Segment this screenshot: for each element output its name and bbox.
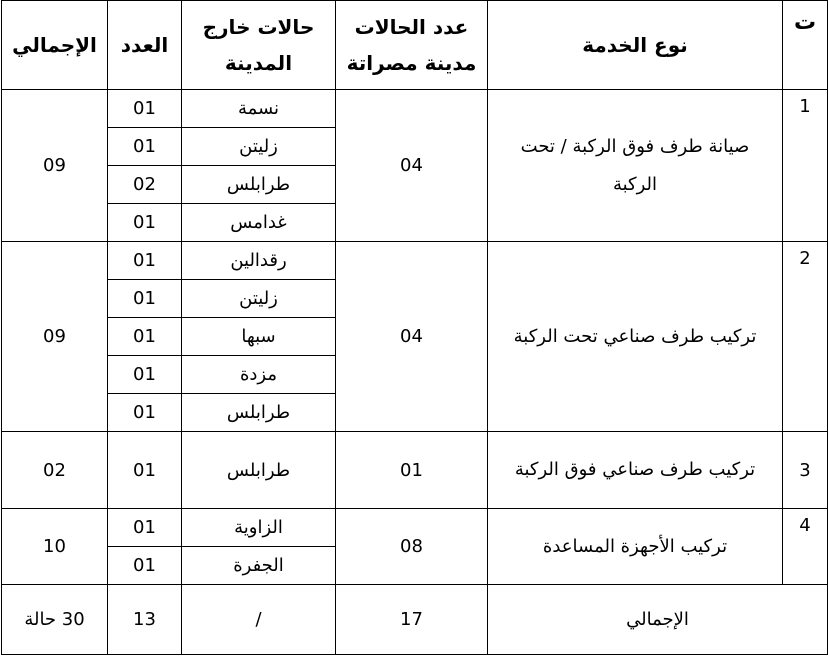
row-index: 2 (783, 242, 828, 432)
misurata-cases-cell: 04 (336, 90, 488, 242)
city-cell: مزدة (182, 356, 336, 394)
city-cell: زليتن (182, 280, 336, 318)
table-row (2, 242, 828, 280)
misurata-cases-cell: 08 (336, 509, 488, 585)
row-index: 4 (783, 509, 828, 585)
service-type-cell: صيانة طرف فوق الركبة / تحت الركبة (488, 90, 783, 242)
city-cell: طرابلس (182, 432, 336, 509)
city-cell: طرابلس (182, 394, 336, 432)
city-cell: الزاوية (182, 509, 336, 547)
count-cell: 01 (108, 128, 182, 166)
totals-misurata: 17 (336, 585, 488, 655)
totals-total: 30 حالة (2, 585, 108, 655)
city-cell: رقدالين (182, 242, 336, 280)
misurata-cases-cell: 04 (336, 242, 488, 432)
city-cell: زليتن (182, 128, 336, 166)
service-type-cell: تركيب طرف صناعي تحت الركبة (488, 242, 783, 432)
table-row (2, 432, 828, 509)
count-cell: 02 (108, 166, 182, 204)
totals-row (2, 585, 828, 655)
total-cell: 09 (2, 90, 108, 242)
header-misurata-cases: عدد الحالات مدينة مصراتة (336, 1, 488, 90)
header-service-type: نوع الخدمة (488, 1, 783, 90)
count-cell: 01 (108, 432, 182, 509)
services-table (1, 0, 828, 655)
header-index: ت (783, 1, 828, 90)
city-cell: سبها (182, 318, 336, 356)
row-index: 1 (783, 90, 828, 242)
total-cell: 10 (2, 509, 108, 585)
count-cell: 01 (108, 318, 182, 356)
table-row (2, 509, 828, 547)
count-cell: 01 (108, 204, 182, 242)
count-cell: 01 (108, 242, 182, 280)
city-cell: نسمة (182, 90, 336, 128)
totals-count: 13 (108, 585, 182, 655)
totals-label: الإجمالي (488, 585, 828, 655)
row-index: 3 (783, 432, 828, 509)
count-cell: 01 (108, 90, 182, 128)
city-cell: طرابلس (182, 166, 336, 204)
count-cell: 01 (108, 509, 182, 547)
header-row (2, 1, 828, 90)
city-cell: الجفرة (182, 547, 336, 585)
header-count: العدد (108, 1, 182, 90)
count-cell: 01 (108, 394, 182, 432)
count-cell: 01 (108, 356, 182, 394)
misurata-cases-cell: 01 (336, 432, 488, 509)
table-row (2, 90, 828, 128)
city-cell: غدامس (182, 204, 336, 242)
count-cell: 01 (108, 280, 182, 318)
total-cell: 02 (2, 432, 108, 509)
service-type-cell: تركيب طرف صناعي فوق الركبة (488, 432, 783, 509)
header-total: الإجمالي (2, 1, 108, 90)
totals-outside: / (182, 585, 336, 655)
header-outside-cases: حالات خارج المدينة (182, 1, 336, 90)
service-type-cell: تركيب الأجهزة المساعدة (488, 509, 783, 585)
count-cell: 01 (108, 547, 182, 585)
total-cell: 09 (2, 242, 108, 432)
